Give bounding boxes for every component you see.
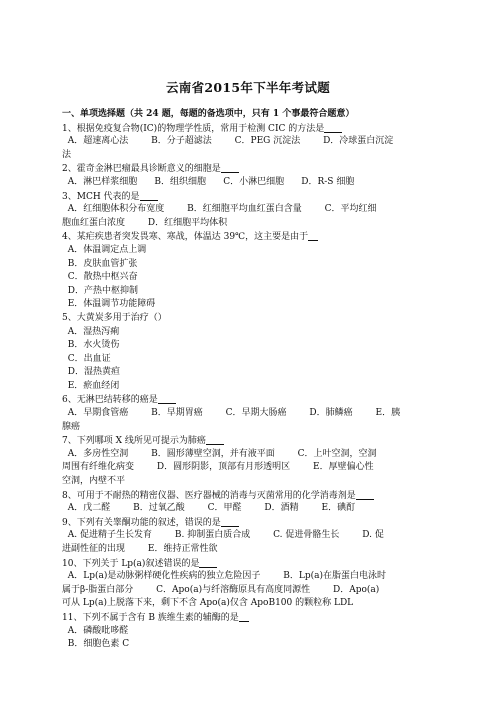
question-options: 进副性征的出现 E．维持正常性欲 xyxy=(62,544,218,554)
question-wrap: 腺癌 xyxy=(62,421,81,432)
question-options: A．Lp(a)是动脉粥样硬化性疾病的独立危险因子 B．Lp(a)在脂蛋白电泳时 xyxy=(67,571,387,582)
question-option: C．出血证 xyxy=(67,353,111,364)
question-stem: 7、下列哪项 X 线所见可提示为肺癌 xyxy=(62,434,436,448)
question-option: B．水火烫伤 xyxy=(67,340,120,351)
question-option: D．湿热黄疸 xyxy=(67,367,120,378)
question-option: D．产热中枢抑制 xyxy=(67,285,138,296)
question-options: 周围有纤维化病变 D．圆形阴影，顶部有月形透明区 E．厚壁偏心性 xyxy=(62,462,374,473)
question-options: A．超速离心法 B．分子超滤法 C．PEG 沉淀法 D．冷球蛋白沉淀 xyxy=(67,136,394,147)
question-stem: 5、大黄炭多用于治疗（） xyxy=(62,312,167,323)
question-stem: 1、根据免疫复合物(IC)的物理学性质，常用于检测 CIC 的方法是 xyxy=(62,122,436,136)
question-stem: 9、下列有关睾酮功能的叙述，错误的是 xyxy=(62,516,436,530)
question-option: B．细胞色素 C xyxy=(67,639,130,650)
question-options: A．淋巴样浆细胞 B．组织细胞 C．小淋巴细胞 D．R-S 细胞 xyxy=(67,176,355,187)
question-options: A. 促进精子生长发育 B. 抑制蛋白质合成 C. 促进骨骼生长 D. 促 xyxy=(67,530,384,541)
question-stem: 11、下列不属于含有 B 族维生素的辅酶的是 xyxy=(62,611,436,625)
question-option: A．磷酸吡哆醛 xyxy=(67,625,129,636)
question-list xyxy=(62,108,436,652)
question-option: A．体温调定点上调 xyxy=(67,244,147,255)
section-heading: 一、单项选择题（共 24 题，每题的备选项中，只有 1 个事最符合题意） xyxy=(62,109,355,119)
document-title: 云南省2015年下半年考试题 xyxy=(166,80,330,95)
question-stem: 4、某疟疾患者突发畏寒、寒战，体温达 39℃，这主要是由于 xyxy=(62,230,436,244)
question-option: A．湿热泻痢 xyxy=(67,326,120,337)
question-stem: 8、可用于不耐热的精密仪器、医疗器械的消毒与灭菌常用的化学消毒剂是 xyxy=(62,489,436,503)
question-wrap: 可从 Lp(a)上脱落下来，剩下不含 Apo(a)仅含 ApoB100 的颗粒称 LDL xyxy=(62,598,354,609)
question-options: 属于β-脂蛋白部分 C．Apo(a)与纤溶酶原具有高度同源性 D．Apo(a) xyxy=(62,584,380,595)
question-option: E．瘀血经闭 xyxy=(67,380,120,391)
question-wrap: 法 xyxy=(62,149,72,160)
question-option: C．散热中枢兴奋 xyxy=(67,272,138,283)
question-options: A．戊二醛 B．过氧乙酸 C．甲醛 D．酒精 E．碘酊 xyxy=(67,503,356,514)
question-stem: 6、无淋巴结转移的癌是 xyxy=(62,393,436,407)
question-stem: 2、霍奇金淋巴瘤最具诊断意义的细胞是 xyxy=(62,162,436,176)
question-options: A．红细胞体积分布宽度 B．红细胞平均血红蛋白含量 C．平均红细 xyxy=(67,204,377,215)
question-stem: 3、MCH 代表的是 xyxy=(62,190,436,204)
question-option: B．皮肤血管扩张 xyxy=(67,258,138,269)
question-option: E．体温调节功能障碍 xyxy=(67,299,156,310)
question-stem: 10、下列关于 Lp(a)叙述错误的是 xyxy=(62,557,436,571)
question-options: A．早期食管癌 B．早期胃癌 C．早期大肠癌 D．肺鳞癌 E．胰 xyxy=(67,408,401,419)
question-wrap: 空洞，内壁不平 xyxy=(62,476,126,487)
question-options: A．多房性空洞 B．圆形薄壁空洞，并有液平面 C．上叶空洞，空洞 xyxy=(67,448,377,459)
question-options: 胞血红蛋白浓度 D．红细胞平均体积 xyxy=(62,217,228,228)
